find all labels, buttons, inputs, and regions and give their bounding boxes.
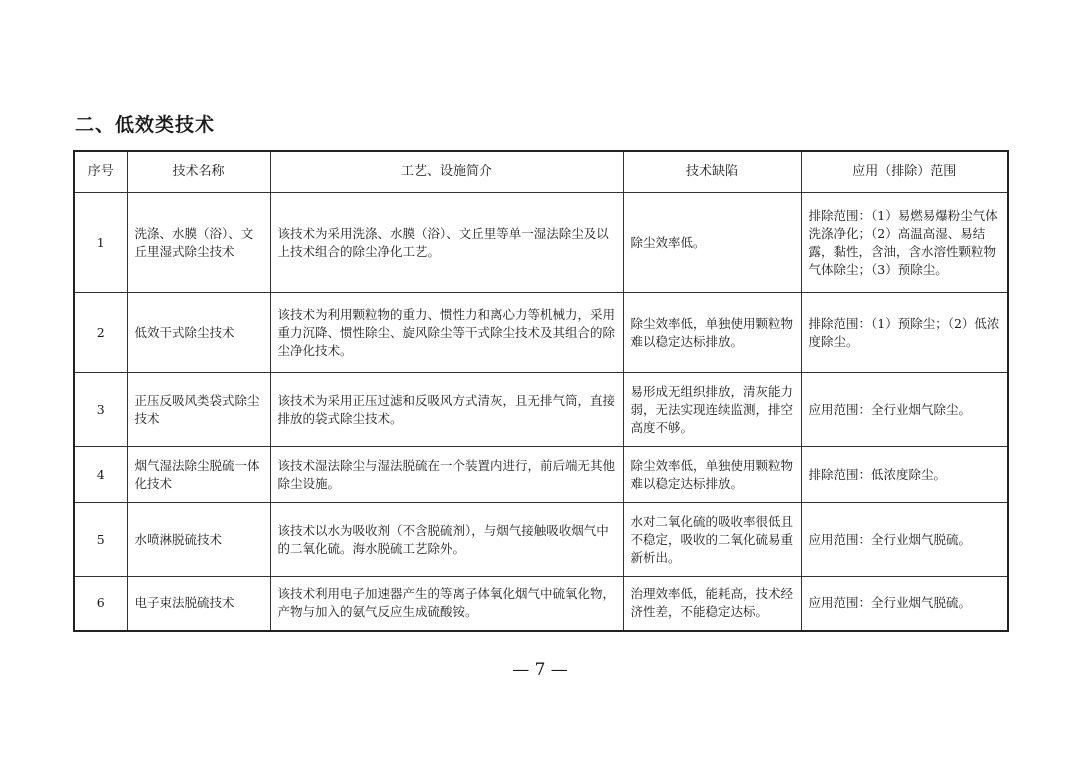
- row-name: 烟气湿法除尘脱硫一体化技术: [127, 447, 270, 503]
- row-scope: 排除范围：低浓度除尘。: [801, 447, 1008, 503]
- row-scope: 排除范围：（1）预除尘；（2）低浓度除尘。: [801, 293, 1008, 373]
- table-row: [74, 503, 1008, 577]
- header-name: 技术名称: [127, 151, 270, 193]
- table-row: [74, 373, 1008, 447]
- table-row: [74, 447, 1008, 503]
- table-row: [74, 293, 1008, 373]
- row-desc: 该技术为采用正压过滤和反吸风方式清灰，且无排气筒，直接排放的袋式除尘技术。: [270, 373, 623, 447]
- row-defect: 治理效率低，能耗高，技术经济性差，不能稳定达标。: [623, 577, 801, 631]
- row-scope: 应用范围：全行业烟气脱硫。: [801, 577, 1008, 631]
- row-no: 3: [74, 373, 127, 447]
- row-desc: 该技术湿法除尘与湿法脱硫在一个装置内进行，前后端无其他除尘设施。: [270, 447, 623, 503]
- row-scope: 应用范围：全行业烟气脱硫。: [801, 503, 1008, 577]
- header-scope: 应用（排除）范围: [801, 151, 1008, 193]
- table-row: [74, 577, 1008, 631]
- header-desc: 工艺、设施简介: [270, 151, 623, 193]
- row-defect: 除尘效率低，单独使用颗粒物难以稳定达标排放。: [623, 447, 801, 503]
- row-desc: 该技术以水为吸收剂（不含脱硫剂），与烟气接触吸收烟气中的二氧化硫。海水脱硫工艺除外。: [270, 503, 623, 577]
- page-number: — 7 —: [512, 660, 568, 680]
- section-title: 二、低效类技术: [75, 114, 216, 136]
- technology-table: [73, 150, 1009, 632]
- table-row: [74, 193, 1008, 293]
- row-defect: 除尘效率低。: [623, 193, 801, 293]
- row-scope: 应用范围：全行业烟气除尘。: [801, 373, 1008, 447]
- row-desc: 该技术为采用洗涤、水膜（浴）、文丘里等单一湿法除尘及以上技术组合的除尘净化工艺。: [270, 193, 623, 293]
- header-defect: 技术缺陷: [623, 151, 801, 193]
- row-defect: 水对二氧化硫的吸收率很低且不稳定，吸收的二氧化硫易重新析出。: [623, 503, 801, 577]
- row-desc: 该技术为利用颗粒物的重力、惯性力和离心力等机械力，采用重力沉降、惯性除尘、旋风除尘等干式除尘技术及其组合的除尘净化技术。: [270, 293, 623, 373]
- row-no: 4: [74, 447, 127, 503]
- row-desc: 该技术利用电子加速器产生的等离子体氧化烟气中硫氧化物，产物与加入的氨气反应生成硫酸铵。: [270, 577, 623, 631]
- row-no: 1: [74, 193, 127, 293]
- row-name: 低效干式除尘技术: [127, 293, 270, 373]
- row-name: 正压反吸风类袋式除尘技术: [127, 373, 270, 447]
- row-no: 2: [74, 293, 127, 373]
- table-header-row: [74, 151, 1008, 193]
- row-name: 水喷淋脱硫技术: [127, 503, 270, 577]
- row-name: 洗涤、水膜（浴）、文丘里湿式除尘技术: [127, 193, 270, 293]
- row-defect: 易形成无组织排放，清灰能力弱，无法实现连续监测，排空高度不够。: [623, 373, 801, 447]
- row-no: 5: [74, 503, 127, 577]
- header-no: 序号: [74, 151, 127, 193]
- row-scope: 排除范围：（1）易燃易爆粉尘气体洗涤净化；（2）高温高湿、易结露，黏性，含油，含水溶性颗粒物气体除尘；（3）预除尘。: [801, 193, 1008, 293]
- row-no: 6: [74, 577, 127, 631]
- row-name: 电子束法脱硫技术: [127, 577, 270, 631]
- row-defect: 除尘效率低，单独使用颗粒物难以稳定达标排放。: [623, 293, 801, 373]
